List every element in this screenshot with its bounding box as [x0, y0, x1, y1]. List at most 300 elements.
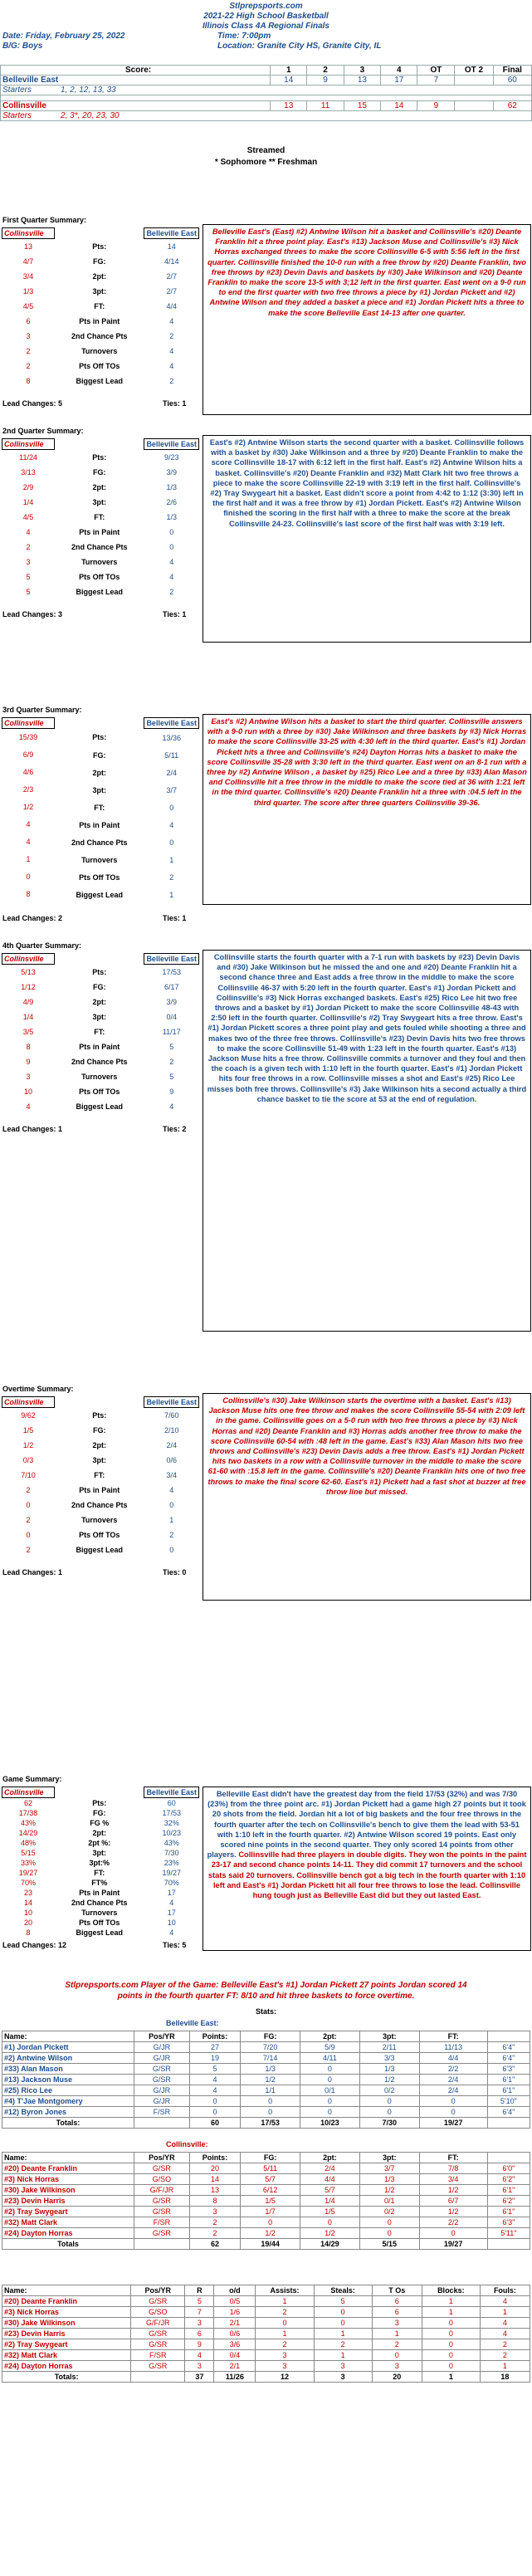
coll-header: Collinsville — [2, 718, 55, 729]
player-cell: 4 — [480, 2329, 530, 2339]
player-cell: 3 — [372, 2361, 422, 2372]
totals-cell: 10/23 — [300, 2118, 360, 2129]
totals-cell: Totals: — [2, 2372, 131, 2383]
quarter-stats-table — [2, 1396, 199, 1557]
stats-header-cell: Pos/YR — [131, 2285, 185, 2296]
east-value: 60 — [167, 1799, 176, 1807]
player-cell: #32) Matt Clark — [2, 2217, 134, 2228]
game-stat-row — [2, 1898, 199, 1908]
coll-value: 6/9 — [22, 750, 34, 759]
east-value: 4 — [169, 1102, 174, 1111]
totals-cell: 19/44 — [241, 2239, 300, 2250]
coll-value: 2 — [26, 1486, 31, 1494]
col-3: 3 — [344, 66, 380, 76]
player-cell: 1/6 — [214, 2307, 256, 2318]
player-cell: 3/6 — [214, 2339, 256, 2350]
stats-header-cell: FT: — [419, 2153, 487, 2163]
player-cell: 0 — [189, 2096, 241, 2107]
quarter-stat-row — [2, 868, 199, 886]
coll-value: 4/7 — [22, 257, 34, 266]
east-value: 9/23 — [164, 453, 179, 462]
east-value: 0 — [169, 1501, 174, 1509]
stat-label: 2pt: — [92, 768, 106, 777]
east-header: Belleville East — [144, 718, 199, 729]
player-row — [2, 2196, 530, 2207]
player-cell: 0/1 — [359, 2196, 419, 2207]
coll-value: 15/39 — [18, 733, 38, 741]
quarter-stats-table — [2, 717, 199, 903]
quarter-title: Overtime Summary: — [2, 1385, 74, 1393]
player-cell: 0/6 — [214, 2329, 256, 2339]
player-cell: 4 — [480, 2296, 530, 2307]
quarter-stat-row — [2, 1054, 199, 1069]
quarter-stat-row — [2, 1069, 199, 1084]
totals-cell: Totals — [2, 2239, 134, 2250]
stats-header-cell: Points: — [189, 2153, 241, 2163]
east-value: 17 — [167, 1909, 176, 1917]
stat-label: FG: — [93, 983, 106, 991]
quarter-stats-table — [2, 953, 199, 1114]
quarter-stat-row — [2, 746, 199, 764]
player-cell: #33) Alan Mason — [2, 2064, 134, 2075]
quarter-stat-row — [2, 1423, 199, 1438]
player-cell: 2/4 — [419, 2075, 487, 2085]
quarter-stat-row — [2, 965, 199, 980]
quarter-stat-row — [2, 729, 199, 747]
coll-value: 1/3 — [22, 287, 34, 296]
player-cell: 0/2 — [359, 2085, 419, 2096]
player-cell: 0 — [359, 2107, 419, 2118]
quarter-stat-row — [2, 314, 199, 329]
player-row — [2, 2096, 530, 2107]
player-cell: 2 — [256, 2339, 314, 2350]
quarter-stats-table — [2, 438, 199, 599]
stat-label: 2nd Chance Pts — [71, 1058, 128, 1066]
east-value: 1/3 — [166, 513, 177, 521]
player-cell: #4) T'Jae Montgomery — [2, 2096, 134, 2107]
coll-stats-table-2 — [2, 2285, 530, 2383]
game-lead-changes: Lead Changes: 12 — [2, 1941, 67, 1949]
player-cell: G/SR — [134, 2196, 190, 2207]
coll-ot2 — [455, 101, 493, 111]
stat-label: Pts in Paint — [79, 528, 120, 536]
game-stat-row — [2, 1818, 199, 1828]
game-stat-row — [2, 1878, 199, 1888]
quarter-stat-row — [2, 374, 199, 389]
coll-value: 14/29 — [18, 1829, 38, 1837]
east-value: 5 — [169, 1073, 174, 1081]
stats-header-cell: FG: — [241, 2153, 300, 2163]
player-cell: 2/1 — [214, 2318, 256, 2329]
col-final: Final — [493, 66, 531, 76]
player-cell: 0/5 — [214, 2296, 256, 2307]
stat-label: 2pt: — [92, 1829, 106, 1837]
coll-value: 62 — [24, 1799, 33, 1807]
player-cell: 1/7 — [241, 2207, 300, 2217]
coll-value: 4/5 — [22, 513, 34, 521]
date: Date: Friday, February 25, 2022 — [2, 32, 125, 41]
totals-cell: 17/53 — [241, 2118, 300, 2129]
stat-label: FG: — [93, 1426, 106, 1435]
coll-value: 70% — [21, 1879, 37, 1887]
player-cell: 1/3 — [241, 2064, 300, 2075]
quarter-stat-row — [2, 465, 199, 480]
east-q4: 17 — [381, 76, 417, 86]
player-cell: 3/3 — [359, 2053, 419, 2064]
player-cell: 1/3 — [359, 2064, 419, 2075]
player-cell: 6'1" — [487, 2185, 530, 2196]
ties: Ties: 0 — [163, 1568, 187, 1576]
player-row — [2, 2217, 530, 2228]
quarter-title: 2nd Quarter Summary: — [2, 427, 84, 435]
stat-label: 2pt: — [92, 483, 106, 491]
player-row — [2, 2174, 530, 2185]
stat-label: 3pt: — [92, 498, 106, 506]
col-ot: OT — [417, 66, 455, 76]
coll-value: 8 — [26, 1928, 31, 1937]
stat-label: FT: — [94, 1869, 105, 1877]
east-value: 13/36 — [162, 733, 181, 742]
game-stat-row — [2, 1838, 199, 1848]
player-cell: 7 — [185, 2307, 214, 2318]
east-value: 17/53 — [162, 968, 181, 976]
stats-title: Stats: — [255, 2007, 276, 2016]
stats-header-cell: 2pt: — [300, 2031, 360, 2042]
stats-header-cell: 2pt: — [300, 2153, 360, 2163]
quarter-stat-row — [2, 851, 199, 868]
player-cell: 1/2 — [300, 2228, 360, 2239]
quarter-stat-row — [2, 1453, 199, 1468]
stat-label: 2nd Chance Pts — [71, 1899, 128, 1907]
totals-row — [2, 2118, 530, 2129]
stat-label: Biggest Lead — [76, 588, 124, 596]
stats-header-cell: 3pt: — [359, 2153, 419, 2163]
player-cell: 0 — [314, 2307, 372, 2318]
stat-label: Turnovers — [81, 1073, 118, 1081]
player-cell: 9 — [185, 2339, 214, 2350]
east-value: 0/4 — [166, 1013, 177, 1021]
east-value: 11/17 — [162, 1028, 181, 1036]
player-cell: G/SR — [134, 2207, 190, 2217]
east-value: 4 — [169, 347, 174, 355]
east-header: Belleville East — [144, 1397, 199, 1408]
scoreboard-table — [0, 65, 532, 121]
east-value: 1/3 — [166, 483, 177, 491]
quarter-stat-row — [2, 1468, 199, 1483]
east-value: 4 — [169, 317, 174, 325]
event: Illinois Class 4A Regional Finals — [202, 22, 329, 31]
player-cell: 6'0" — [487, 2163, 530, 2174]
east-value: 4 — [169, 362, 174, 370]
stat-label: FT% — [91, 1879, 108, 1887]
player-cell: 27 — [189, 2042, 241, 2053]
player-cell: 0/2 — [359, 2207, 419, 2217]
coll-value: 4 — [26, 838, 31, 846]
quarter-stat-row — [2, 816, 199, 833]
stat-label: FT: — [94, 302, 105, 310]
quarter-stat-row — [2, 1024, 199, 1039]
player-cell: 0 — [422, 2318, 480, 2329]
player-cell: 0 — [372, 2350, 422, 2361]
player-row — [2, 2085, 530, 2096]
game-stat-row — [2, 1848, 199, 1858]
coll-starters-label: Starters — [2, 111, 32, 120]
player-cell: 0 — [359, 2228, 419, 2239]
quarter-stat-row — [2, 764, 199, 781]
player-cell: 13 — [189, 2185, 241, 2196]
coll-value: 2 — [26, 362, 31, 370]
player-cell: 0 — [241, 2217, 300, 2228]
east-value: 2/10 — [164, 1426, 179, 1435]
player-cell: 6'3" — [487, 2217, 530, 2228]
east-value: 5 — [169, 1043, 174, 1051]
east-final: 60 — [493, 76, 531, 86]
player-row — [2, 2107, 530, 2118]
coll-stats-title: Collinsville: — [166, 2140, 208, 2148]
player-row — [2, 2350, 530, 2361]
coll-value: 7/10 — [21, 1471, 36, 1479]
player-cell: 6'1" — [487, 2085, 530, 2096]
player-cell: 3 — [314, 2361, 372, 2372]
player-cell: 6'4" — [487, 2053, 530, 2064]
stat-label: Pts in Paint — [79, 1043, 120, 1051]
coll-value: 1 — [26, 855, 31, 863]
player-cell: 1/2 — [359, 2075, 419, 2085]
player-cell: #23) Devin Harris — [2, 2329, 131, 2339]
class-legend: * Sophomore ** Freshman — [214, 158, 318, 167]
east-value: 17 — [167, 1889, 176, 1897]
scoreboard — [0, 65, 532, 167]
stat-label: 3pt: — [92, 1456, 106, 1464]
totals-cell: 1 — [422, 2372, 480, 2383]
quarter-stat-row — [2, 359, 199, 374]
totals-cell: 7/30 — [359, 2118, 419, 2129]
player-row — [2, 2318, 530, 2329]
stats-header-cell: Assists: — [256, 2285, 314, 2296]
coll-value: 33% — [21, 1859, 37, 1867]
stat-label: FG: — [93, 750, 106, 760]
stats-header-cell: Steals: — [314, 2285, 372, 2296]
quarter-narrative: Belleville East's (East) #2) Antwine Wilson hit a basket and Collinsville's #20) Deante Franklin hit a three point play. East's #13) Jackson Muse and Collinsville's #3) Nick Horras exchanged threes to make the score Collinsville 6-5 with 5:56 left in the first quarter. Collinsville finished the 10-0 run with a free throw by #20) Deante Franklin, two free throws by #23) Devin Davis and baskets by #30) Jake Wilkinson and #20) Deante Franklin to make the score 13-5 with 3;12 left in the first quarter. East went on a 9-0 run to end the first quarter with two free throws a piece by #1) Jordan Pickett and #2) Antwine Wilson and they added a basket a piece and #1) Jordan Pickett hits a three to make the score Belleville East 14-13 after one quarter. — [203, 224, 531, 415]
player-cell: 1 — [480, 2307, 530, 2318]
player-cell: 0 — [256, 2318, 314, 2329]
coll-value: 2 — [26, 347, 31, 355]
coll-value: 0 — [26, 1531, 31, 1539]
stats-header-cell: R — [185, 2285, 214, 2296]
player-cell: 6 — [372, 2307, 422, 2318]
east-value: 7/60 — [164, 1411, 179, 1420]
stat-label: 2nd Chance Pts — [71, 838, 128, 847]
player-cell: 1/2 — [241, 2075, 300, 2085]
player-cell: 8 — [189, 2196, 241, 2207]
player-cell: 14 — [189, 2174, 241, 2185]
game-ties: Ties: 5 — [163, 1941, 187, 1949]
east-value: 4 — [169, 1899, 174, 1907]
east-value: 3/9 — [166, 998, 177, 1006]
coll-value: 3 — [26, 558, 31, 566]
player-cell: 0 — [422, 2361, 480, 2372]
stat-label: Pts: — [92, 733, 107, 742]
east-value: 1 — [169, 890, 174, 899]
player-cell: 0 — [241, 2096, 300, 2107]
stats-header-row — [2, 2285, 530, 2296]
player-cell: G/SR — [134, 2228, 190, 2239]
quarter-stat-row — [2, 799, 199, 816]
east-starters: 1, 2, 12, 13, 33 — [61, 86, 116, 95]
player-cell: G/F/JR — [134, 2185, 190, 2196]
stats-header-cell: FG: — [241, 2031, 300, 2042]
stats-header-cell: 3pt: — [359, 2031, 419, 2042]
player-cell: 5/11 — [241, 2163, 300, 2174]
east-value: 14 — [167, 242, 176, 251]
stat-label: FT: — [94, 1028, 105, 1036]
east-value: 70% — [164, 1879, 179, 1887]
east-value: 0 — [169, 803, 174, 812]
lead-changes: Lead Changes: 1 — [2, 1568, 63, 1576]
player-cell: 0/4 — [214, 2350, 256, 2361]
player-cell: G/SR — [131, 2329, 185, 2339]
game-narrative — [203, 1787, 531, 1951]
player-cell: 0 — [300, 2075, 360, 2085]
player-row — [2, 2207, 530, 2217]
quarter-stat-row — [2, 886, 199, 903]
player-cell: F/SR — [134, 2107, 190, 2118]
game-narrative-coll: Collinsville had three players in double digits. They won the points in the paint 23-17 and second chance points 14-11. They did commit 17 turnovers and the school stats said 20 turnovers. Collinsville bench got a big tech in the fourth quarter with 1:10 left and East's #1) Jordan Pickett hit all four free throws to lose the lead. Collinsville hung tough just as Belleville East did but they out lasted East. — [207, 1850, 527, 1900]
east-value: 4/4 — [166, 302, 177, 310]
east-value: 10 — [167, 1919, 176, 1927]
player-cell: 4 — [480, 2318, 530, 2329]
player-cell: #12) Byron Jones — [2, 2107, 134, 2118]
game-stat-row — [2, 1888, 199, 1898]
quarter-stat-row — [2, 555, 199, 569]
stat-label: 2pt: — [92, 1441, 106, 1449]
player-cell: 6'2" — [487, 2196, 530, 2207]
ties: Ties: 1 — [163, 610, 187, 618]
game-stat-row — [2, 1918, 199, 1928]
player-cell: 1 — [422, 2307, 480, 2318]
player-cell: #1) Jordan Pickett — [2, 2042, 134, 2053]
coll-value: 6 — [26, 317, 31, 325]
coll-ot: 9 — [417, 101, 455, 111]
east-value: 2/7 — [166, 272, 177, 281]
stat-label: 2pt: — [92, 998, 106, 1006]
coll-value: 20 — [24, 1919, 33, 1927]
east-team: Belleville East — [1, 76, 271, 86]
player-cell: 1 — [256, 2329, 314, 2339]
stat-label: 2nd Chance Pts — [71, 1501, 128, 1509]
stats-header-row — [2, 2031, 530, 2042]
stat-label: Turnovers — [81, 1909, 118, 1917]
coll-header: Collinsville — [2, 228, 55, 239]
coll-value: 3 — [26, 1073, 31, 1081]
stat-label: Pts: — [92, 242, 107, 251]
stat-label: 2pt %: — [88, 1839, 111, 1847]
stats-header-cell — [487, 2153, 530, 2163]
player-cell: 1/2 — [241, 2228, 300, 2239]
stats-header-cell: o/d — [214, 2285, 256, 2296]
east-value: 43% — [164, 1839, 179, 1847]
player-cell: 0 — [422, 2329, 480, 2339]
quarter-stat-row — [2, 344, 199, 359]
col-1: 1 — [271, 66, 307, 76]
totals-cell: 19/27 — [419, 2239, 487, 2250]
quarter-title: 4th Quarter Summary: — [2, 941, 82, 950]
player-row — [2, 2075, 530, 2085]
player-cell: G/SR — [134, 2064, 190, 2075]
coll-value: 2 — [26, 543, 31, 551]
stat-label: FG % — [90, 1819, 110, 1827]
coll-value: 9 — [26, 1058, 31, 1066]
player-cell: 2 — [372, 2339, 422, 2350]
east-value: 9 — [169, 1088, 174, 1096]
player-cell: 6 — [185, 2329, 214, 2339]
east-value: 2/7 — [166, 287, 177, 296]
player-cell: G/SO — [134, 2174, 190, 2185]
player-cell: F/SR — [134, 2217, 190, 2228]
east-value: 2 — [169, 1531, 174, 1539]
east-value: 0/6 — [166, 1456, 177, 1464]
player-row — [2, 2307, 530, 2318]
quarter-stat-row — [2, 1099, 199, 1114]
player-cell: 19 — [189, 2053, 241, 2064]
player-cell: 0 — [300, 2096, 360, 2107]
east-value: 32% — [164, 1819, 179, 1827]
east-value: 4 — [169, 558, 174, 566]
stat-label: Pts: — [92, 452, 107, 462]
player-cell: 7/8 — [419, 2163, 487, 2174]
stat-label: 3pt: — [92, 1849, 106, 1857]
player-cell: 3 — [256, 2361, 314, 2372]
totals-cell — [487, 2118, 530, 2129]
east-value: 0 — [169, 543, 174, 551]
east-value: 5/11 — [164, 750, 179, 760]
coll-value: 13 — [24, 242, 33, 251]
east-value: 2 — [169, 588, 174, 596]
stat-label: Biggest Lead — [76, 377, 124, 385]
coll-value: 4/5 — [22, 302, 34, 310]
stat-label: Pts in Paint — [79, 317, 120, 325]
player-cell: 6'4" — [487, 2042, 530, 2053]
stat-label: Biggest Lead — [76, 1102, 124, 1111]
coll-value: 10 — [24, 1088, 33, 1096]
player-cell: 0 — [359, 2217, 419, 2228]
season: 2021-22 High School Basketball — [203, 12, 329, 21]
player-cell: 3/4 — [419, 2174, 487, 2185]
player-cell: 6'4" — [487, 2107, 530, 2118]
quarter-stat-row — [2, 1084, 199, 1099]
ties: Ties: 1 — [163, 399, 187, 408]
quarter-stat-row — [2, 781, 199, 799]
player-cell: #24) Dayton Horras — [2, 2361, 131, 2372]
east-value: 0 — [169, 838, 174, 847]
player-cell: 2/1 — [214, 2361, 256, 2372]
score-label: Score: — [1, 66, 271, 76]
coll-header: Collinsville — [2, 439, 55, 450]
player-cell: 2 — [189, 2217, 241, 2228]
player-cell: G/SR — [134, 2163, 190, 2174]
stat-label: Turnovers — [81, 855, 118, 864]
coll-value: 23 — [24, 1889, 33, 1897]
totals-cell: 62 — [189, 2239, 241, 2250]
player-cell: 5'10" — [487, 2096, 530, 2107]
stat-label: FT: — [94, 513, 105, 521]
quarter-stat-row — [2, 269, 199, 284]
gender: B/G: Boys — [2, 42, 43, 51]
player-cell: F/SR — [131, 2350, 185, 2361]
player-cell: 3 — [372, 2318, 422, 2329]
totals-cell — [131, 2372, 185, 2383]
player-cell: 2/2 — [419, 2064, 487, 2075]
